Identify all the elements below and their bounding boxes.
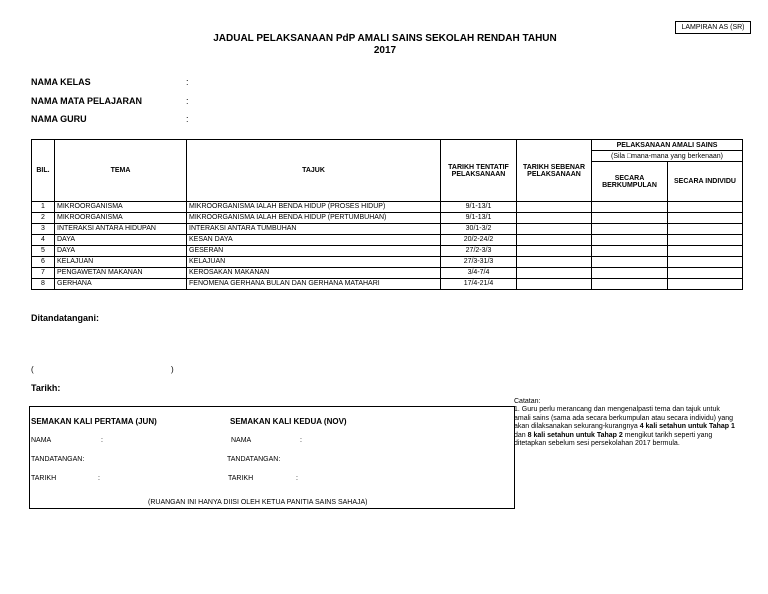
row-tarikh-tentatif: 30/1-3/2 <box>441 224 517 235</box>
tarikh-label: Tarikh: <box>31 383 61 393</box>
row-berkumpulan[interactable] <box>592 246 668 257</box>
row-berkumpulan[interactable] <box>592 268 668 279</box>
schedule-table <box>31 139 743 290</box>
row-tema: MIKROORGANISMA <box>55 202 187 213</box>
semakan-1-tandatangan-label: TANDATANGAN: <box>31 456 85 463</box>
row-individu[interactable] <box>668 257 743 268</box>
header-individu: SECARA INDIVIDU <box>668 162 743 202</box>
header-berkumpulan: SECARA BERKUMPULAN <box>592 162 668 202</box>
row-tema: MIKROORGANISMA <box>55 213 187 224</box>
row-tarikh-sebenar[interactable] <box>517 213 592 224</box>
row-bil: 6 <box>32 257 55 268</box>
row-tarikh-tentatif: 9/1-13/1 <box>441 202 517 213</box>
header-tema: TEMA <box>55 140 187 202</box>
catatan-text-3: mengikut tarikh seperti yang ditetapkan sebelum sesi persekolahan 2017 bermula. <box>514 431 713 448</box>
catatan-text <box>514 406 736 448</box>
title-line-2: 2017 <box>373 45 397 56</box>
signature-paren-open: ( <box>31 365 34 374</box>
nama-guru-label: NAMA GURU <box>31 114 87 124</box>
semakan-note: (RUANGAN INI HANYA DIISI OLEH KETUA PANITIA SAINS SAHAJA) <box>148 499 368 506</box>
row-tajuk: MIKROORGANISMA IALAH BENDA HIDUP (PROSES HIDUP) <box>187 202 441 213</box>
semakan-1-tarikh-label: TARIKH <box>31 475 57 482</box>
catatan-bold-1: 4 kali setahun untuk Tahap 1 <box>639 423 735 431</box>
row-individu[interactable] <box>668 279 743 290</box>
header-sila: (Sila □mana-mana yang berkenaan) <box>592 151 743 162</box>
semakan-1-nama-colon: : <box>101 437 103 444</box>
row-tarikh-sebenar[interactable] <box>517 246 592 257</box>
row-individu[interactable] <box>668 213 743 224</box>
title-line-1: JADUAL PELAKSANAAN PdP AMALI SAINS SEKOLAH RENDAH TAHUN <box>213 33 557 44</box>
header-tarikh-sebenar: TARIKH SEBENAR PELAKSANAAN <box>517 140 592 202</box>
semakan-1-tarikh-colon: : <box>98 475 100 482</box>
nama-mata-pelajaran-colon: : <box>186 96 189 106</box>
semakan-2-tarikh-colon: : <box>296 475 298 482</box>
table-row <box>32 202 743 213</box>
row-tema: DAYA <box>55 246 187 257</box>
row-tema: PENGAWETAN MAKANAN <box>55 268 187 279</box>
semakan-1-nama-label: NAMA <box>31 437 52 444</box>
row-berkumpulan[interactable] <box>592 257 668 268</box>
row-tajuk: KELAJUAN <box>187 257 441 268</box>
row-individu[interactable] <box>668 224 743 235</box>
row-tarikh-sebenar[interactable] <box>517 268 592 279</box>
row-tajuk: GESERAN <box>187 246 441 257</box>
ditandatangani-label: Ditandatangani: <box>31 313 100 323</box>
row-individu[interactable] <box>668 246 743 257</box>
header-pelaksanaan: PELAKSANAAN AMALI SAINS <box>592 140 743 151</box>
row-tarikh-tentatif: 20/2-24/2 <box>441 235 517 246</box>
row-tarikh-sebenar[interactable] <box>517 279 592 290</box>
semakan-pertama-title: SEMAKAN KALI PERTAMA (JUN) <box>31 417 157 426</box>
table-row <box>32 268 743 279</box>
row-tema: INTERAKSI ANTARA HIDUPAN <box>55 224 187 235</box>
row-tarikh-tentatif: 9/1-13/1 <box>441 213 517 224</box>
row-berkumpulan[interactable] <box>592 235 668 246</box>
header-tajuk: TAJUK <box>187 140 441 202</box>
row-bil: 2 <box>32 213 55 224</box>
row-berkumpulan[interactable] <box>592 279 668 290</box>
header-bil: BIL. <box>32 140 55 202</box>
semakan-2-nama-label: NAMA <box>231 437 252 444</box>
table-row <box>32 257 743 268</box>
row-berkumpulan[interactable] <box>592 202 668 213</box>
row-bil: 7 <box>32 268 55 279</box>
row-bil: 1 <box>32 202 55 213</box>
row-bil: 3 <box>32 224 55 235</box>
catatan-bold-2: 8 kali setahun untuk Tahap 2 <box>527 431 623 439</box>
row-berkumpulan[interactable] <box>592 224 668 235</box>
row-tajuk: MIKROORGANISMA IALAH BENDA HIDUP (PERTUMBUHAN) <box>187 213 441 224</box>
row-tajuk: FENOMENA GERHANA BULAN DAN GERHANA MATAHARI <box>187 279 441 290</box>
row-individu[interactable] <box>668 268 743 279</box>
table-row <box>32 213 743 224</box>
row-tarikh-tentatif: 27/3-31/3 <box>441 257 517 268</box>
table-row <box>32 246 743 257</box>
row-tema: DAYA <box>55 235 187 246</box>
semakan-2-tandatangan-label: TANDATANGAN: <box>227 456 281 463</box>
row-tema: GERHANA <box>55 279 187 290</box>
catatan-text-2: dan <box>514 431 528 439</box>
row-tarikh-sebenar[interactable] <box>517 257 592 268</box>
row-bil: 4 <box>32 235 55 246</box>
signature-paren-close: ) <box>171 365 174 374</box>
row-tema: KELAJUAN <box>55 257 187 268</box>
table-row <box>32 224 743 235</box>
header-tarikh-tentatif: TARIKH TENTATIF PELAKSANAAN <box>441 140 517 202</box>
nama-mata-pelajaran-label: NAMA MATA PELAJARAN <box>31 96 142 106</box>
row-individu[interactable] <box>668 235 743 246</box>
catatan-label: Catatan: <box>514 398 541 405</box>
row-individu[interactable] <box>668 202 743 213</box>
row-tajuk: KESAN DAYA <box>187 235 441 246</box>
row-tarikh-sebenar[interactable] <box>517 235 592 246</box>
table-row <box>32 279 743 290</box>
semakan-2-tarikh-label: TARIKH <box>228 475 254 482</box>
row-bil: 5 <box>32 246 55 257</box>
catatan-block <box>514 398 736 448</box>
row-berkumpulan[interactable] <box>592 213 668 224</box>
row-tarikh-sebenar[interactable] <box>517 224 592 235</box>
row-tarikh-sebenar[interactable] <box>517 202 592 213</box>
nama-guru-colon: : <box>186 114 189 124</box>
row-tajuk: KEROSAKAN MAKANAN <box>187 268 441 279</box>
row-tarikh-tentatif: 17/4-21/4 <box>441 279 517 290</box>
nama-kelas-colon: : <box>186 77 189 87</box>
row-tarikh-tentatif: 27/2-3/3 <box>441 246 517 257</box>
document-title <box>180 33 590 57</box>
nama-kelas-label: NAMA KELAS <box>31 77 91 87</box>
semakan-kedua-title: SEMAKAN KALI KEDUA (NOV) <box>230 417 347 426</box>
catatan-text-1: 1. Guru perlu merancang dan mengenalpasti tema dan tajuk untuk amali sains (sama ada secara berkumpulan atau secara individu) yang akan dilaksanakan sekurang-kurangnya <box>514 406 734 431</box>
lampiran-label: LAMPIRAN AS (SR) <box>675 21 751 34</box>
semakan-2-nama-colon: : <box>300 437 302 444</box>
row-bil: 8 <box>32 279 55 290</box>
table-row <box>32 235 743 246</box>
row-tarikh-tentatif: 3/4-7/4 <box>441 268 517 279</box>
row-tajuk: INTERAKSI ANTARA TUMBUHAN <box>187 224 441 235</box>
